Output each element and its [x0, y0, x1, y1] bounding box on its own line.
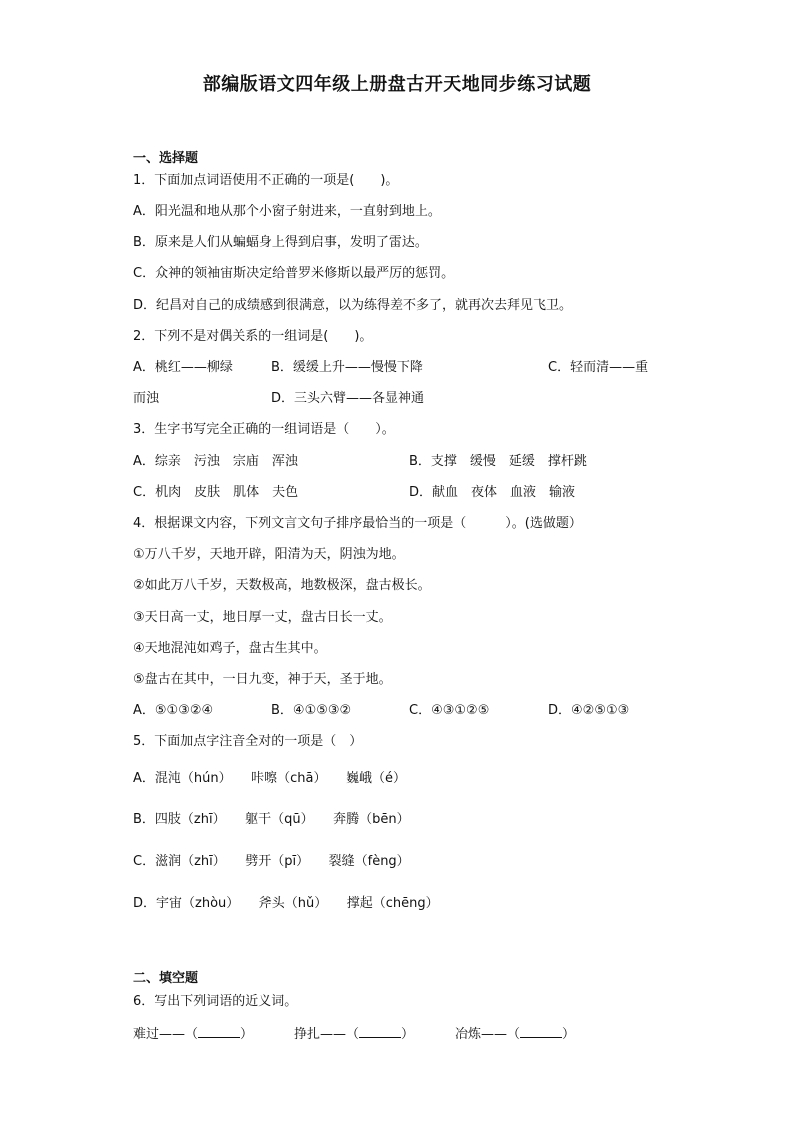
question-5-option-c: C．滋润（zhī） 劈开（pī） 裂缝（fèng） — [133, 854, 410, 869]
question-2-stem: 2．下列不是对偶关系的一组词是( )。 — [133, 329, 373, 344]
close-paren-1: ） — [240, 1027, 254, 1042]
close-paren-2: ） — [401, 1027, 415, 1042]
question-5-option-a: A．混沌（hún） 咔嚓（chā） 巍峨（é） — [133, 771, 406, 786]
synonym-word-2: 挣扎——（ — [294, 1027, 360, 1042]
question-2-option-c: C．轻而清——重 — [548, 360, 649, 375]
question-3-option-b: B．支撑 缓慢 延缓 撑杆跳 — [409, 454, 587, 469]
question-3-option-a: A．综亲 污浊 宗庙 浑浊 — [133, 454, 298, 469]
question-1-option-c: C．众神的领袖宙斯决定给普罗米修斯以最严厉的惩罚。 — [133, 266, 455, 281]
question-4-option-c: C．④③①②⑤ — [409, 703, 490, 718]
question-5-stem: 5．下面加点字注音全对的一项是（ ） — [133, 734, 363, 749]
question-4-sentence-4: ④天地混沌如鸡子，盘古生其中。 — [133, 641, 327, 656]
question-4-option-a: A．⑤①③②④ — [133, 703, 214, 718]
question-1-option-a: A．阳光温和地从那个小窗子射进来，一直射到地上。 — [133, 204, 441, 219]
question-3-option-d: D．献血 夜体 血液 输液 — [409, 485, 576, 500]
question-5-option-b: B．四肢（zhī） 躯干（qū） 奔腾（bēn） — [133, 812, 410, 827]
question-4-sentence-2: ②如此万八千岁，天数极高，地数极深，盘古极长。 — [133, 578, 431, 593]
synonym-word-3: 冶炼——（ — [455, 1027, 521, 1042]
section-heading-fill: 二、填空题 — [133, 971, 199, 986]
question-4-sentence-1: ①万八千岁，天地开辟，阳清为天，阴浊为地。 — [133, 547, 405, 562]
answer-blank-1[interactable] — [198, 1025, 240, 1038]
question-1-stem: 1．下面加点词语使用不正确的一项是( )。 — [133, 173, 399, 188]
question-4-stem: 4．根据课文内容，下列文言文句子排序最恰当的一项是（ ）。(选做题） — [133, 516, 582, 531]
question-2-option-b: B．缓缓上升——慢慢下降 — [271, 360, 423, 375]
question-2-option-d: D．三头六臂——各显神通 — [271, 391, 425, 406]
synonym-item-3 — [455, 1025, 575, 1044]
question-2-option-a: A．桃红——柳绿 — [133, 360, 233, 375]
answer-blank-2[interactable] — [359, 1025, 401, 1038]
question-6-stem: 6．写出下列词语的近义词。 — [133, 994, 298, 1009]
question-1-option-b: B．原来是人们从蝙蝠身上得到启事，发明了雷达。 — [133, 235, 428, 250]
page-title: 部编版语文四年级上册盘古开天地同步练习试题 — [202, 74, 592, 95]
answer-blank-3[interactable] — [520, 1025, 562, 1038]
question-1-option-d: D．纪昌对自己的成绩感到很满意，以为练得差不多了，就再次去拜见飞卫。 — [133, 298, 573, 313]
question-4-option-b: B．④①⑤③② — [271, 703, 352, 718]
section-heading-choice: 一、选择题 — [133, 151, 199, 166]
question-5-option-d: D．宇宙（zhòu） 斧头（hǔ） 撑起（chēng） — [133, 896, 439, 911]
question-4-option-d: D．④②⑤①③ — [548, 703, 630, 718]
question-3-option-c: C．机肉 皮肤 肌体 夫色 — [133, 485, 299, 500]
synonym-word-1: 难过——（ — [133, 1027, 199, 1042]
question-4-sentence-3: ③天日高一丈，地日厚一丈，盘古日长一丈。 — [133, 610, 392, 625]
question-4-sentence-5: ⑤盘古在其中，一日九变，神于天，圣于地。 — [133, 672, 392, 687]
synonym-item-1 — [133, 1025, 253, 1044]
synonym-item-2 — [294, 1025, 414, 1044]
close-paren-3: ） — [562, 1027, 576, 1042]
question-2-option-c-continued: 而浊 — [133, 391, 160, 406]
question-3-stem: 3．生字书写完全正确的一组词语是（ ）。 — [133, 422, 395, 437]
